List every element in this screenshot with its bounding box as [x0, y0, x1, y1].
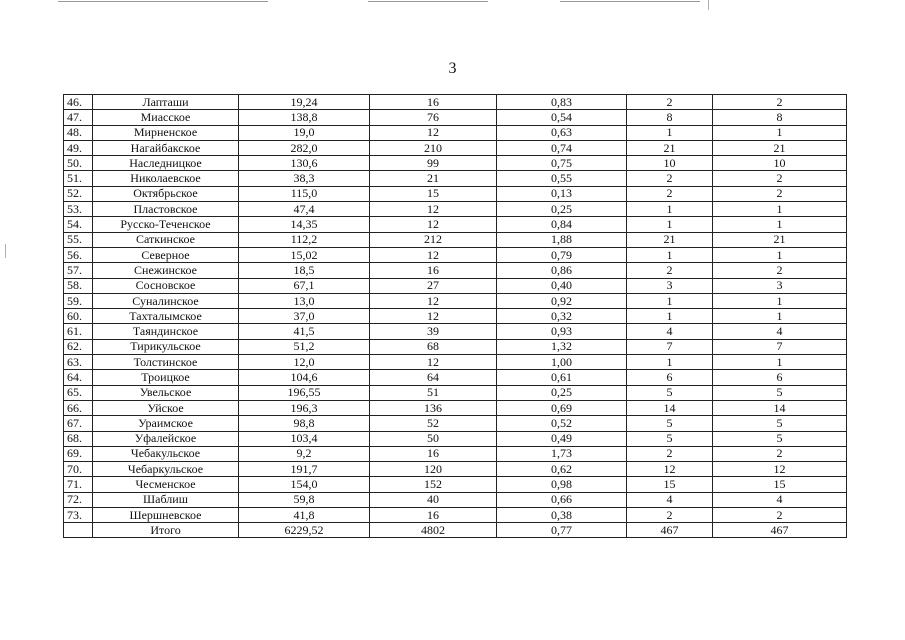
settlement-name-cell: Троицкое — [93, 370, 239, 385]
col-1-cell: 38,3 — [239, 171, 370, 186]
table-row — [64, 171, 847, 186]
row-number-cell: 68. — [64, 431, 93, 446]
col-4-cell: 2 — [627, 186, 713, 201]
col-2-cell: 12 — [370, 247, 497, 262]
col-3-cell: 1,00 — [497, 355, 627, 370]
row-number-cell: 54. — [64, 217, 93, 232]
row-number-cell: 56. — [64, 247, 93, 262]
table-row — [64, 462, 847, 477]
table-row — [64, 416, 847, 431]
settlement-name-cell: Снежинское — [93, 263, 239, 278]
row-number-cell: 71. — [64, 477, 93, 492]
col-5-cell: 2 — [713, 95, 847, 110]
row-number-cell: 49. — [64, 140, 93, 155]
row-number-cell: 64. — [64, 370, 93, 385]
scan-artifact-top-middle — [368, 1, 488, 2]
col-1-cell: 98,8 — [239, 416, 370, 431]
col-3-cell: 0,83 — [497, 95, 627, 110]
col-5-cell: 1 — [713, 293, 847, 308]
col-3-cell: 0,25 — [497, 202, 627, 217]
col-2-cell: 12 — [370, 293, 497, 308]
col-2-cell: 120 — [370, 462, 497, 477]
col-1-cell: 196,55 — [239, 385, 370, 400]
col-5-cell: 1 — [713, 202, 847, 217]
col-5-cell: 3 — [713, 278, 847, 293]
settlement-name-cell: Таяндинское — [93, 324, 239, 339]
col-2-cell: 64 — [370, 370, 497, 385]
table-row — [64, 140, 847, 155]
row-number-cell: 57. — [64, 263, 93, 278]
total-col-4: 467 — [627, 523, 713, 538]
table-row — [64, 278, 847, 293]
table-row — [64, 385, 847, 400]
col-5-cell: 5 — [713, 416, 847, 431]
col-4-cell: 5 — [627, 431, 713, 446]
settlement-name-cell: Чесменское — [93, 477, 239, 492]
col-3-cell: 0,54 — [497, 110, 627, 125]
col-4-cell: 10 — [627, 156, 713, 171]
col-4-cell: 2 — [627, 263, 713, 278]
settlement-name-cell: Тахталымское — [93, 309, 239, 324]
settlement-name-cell: Увельское — [93, 385, 239, 400]
settlement-name-cell: Северное — [93, 247, 239, 262]
row-number-cell: 62. — [64, 339, 93, 354]
col-5-cell: 2 — [713, 446, 847, 461]
table-row — [64, 125, 847, 140]
settlement-name-cell: Чебакульское — [93, 446, 239, 461]
col-5-cell: 4 — [713, 492, 847, 507]
settlement-name-cell: Мирненское — [93, 125, 239, 140]
table-row — [64, 202, 847, 217]
col-4-cell: 3 — [627, 278, 713, 293]
row-number-cell: 50. — [64, 156, 93, 171]
col-4-cell: 2 — [627, 171, 713, 186]
col-5-cell: 8 — [713, 110, 847, 125]
settlement-name-cell: Саткинское — [93, 232, 239, 247]
col-3-cell: 0,79 — [497, 247, 627, 262]
col-3-cell: 0,40 — [497, 278, 627, 293]
col-4-cell: 4 — [627, 492, 713, 507]
col-2-cell: 27 — [370, 278, 497, 293]
col-4-cell: 1 — [627, 355, 713, 370]
col-4-cell: 21 — [627, 232, 713, 247]
col-3-cell: 0,62 — [497, 462, 627, 477]
col-3-cell: 0,66 — [497, 492, 627, 507]
col-4-cell: 5 — [627, 416, 713, 431]
col-1-cell: 154,0 — [239, 477, 370, 492]
row-number-cell: 72. — [64, 492, 93, 507]
col-5-cell: 1 — [713, 309, 847, 324]
settlement-name-cell: Уйское — [93, 400, 239, 415]
row-number-cell: 69. — [64, 446, 93, 461]
col-2-cell: 51 — [370, 385, 497, 400]
col-1-cell: 9,2 — [239, 446, 370, 461]
col-1-cell: 15,02 — [239, 247, 370, 262]
row-number-cell: 67. — [64, 416, 93, 431]
col-5-cell: 14 — [713, 400, 847, 415]
col-4-cell: 12 — [627, 462, 713, 477]
col-1-cell: 115,0 — [239, 186, 370, 201]
col-5-cell: 12 — [713, 462, 847, 477]
settlement-name-cell: Октябрьское — [93, 186, 239, 201]
col-4-cell: 2 — [627, 508, 713, 523]
col-2-cell: 39 — [370, 324, 497, 339]
col-4-cell: 2 — [627, 95, 713, 110]
scan-artifact-top-left — [58, 1, 268, 2]
row-number-cell: 48. — [64, 125, 93, 140]
col-1-cell: 138,8 — [239, 110, 370, 125]
col-5-cell: 7 — [713, 339, 847, 354]
row-number-cell: 52. — [64, 186, 93, 201]
page-number: 3 — [448, 60, 457, 77]
col-4-cell: 15 — [627, 477, 713, 492]
col-2-cell: 12 — [370, 202, 497, 217]
col-3-cell: 0,52 — [497, 416, 627, 431]
row-number-cell: 51. — [64, 171, 93, 186]
col-1-cell: 196,3 — [239, 400, 370, 415]
settlement-name-cell: Лапташи — [93, 95, 239, 110]
col-2-cell: 16 — [370, 446, 497, 461]
table-row — [64, 355, 847, 370]
col-1-cell: 18,5 — [239, 263, 370, 278]
col-4-cell: 5 — [627, 385, 713, 400]
col-3-cell: 1,32 — [497, 339, 627, 354]
settlement-name-cell: Сосновское — [93, 278, 239, 293]
col-5-cell: 1 — [713, 355, 847, 370]
col-3-cell: 0,63 — [497, 125, 627, 140]
settlement-name-cell: Ураимское — [93, 416, 239, 431]
col-3-cell: 0,75 — [497, 156, 627, 171]
scan-artifact-top-right — [560, 1, 700, 2]
col-3-cell: 0,98 — [497, 477, 627, 492]
col-5-cell: 1 — [713, 217, 847, 232]
row-number-cell: 46. — [64, 95, 93, 110]
table-row — [64, 492, 847, 507]
table-row — [64, 232, 847, 247]
table-row — [64, 217, 847, 232]
table-row — [64, 156, 847, 171]
col-2-cell: 12 — [370, 355, 497, 370]
col-2-cell: 210 — [370, 140, 497, 155]
col-1-cell: 13,0 — [239, 293, 370, 308]
total-row — [64, 523, 847, 538]
col-3-cell: 0,93 — [497, 324, 627, 339]
col-2-cell: 212 — [370, 232, 497, 247]
table-body — [64, 95, 847, 538]
row-number-cell: 53. — [64, 202, 93, 217]
row-number-cell: 58. — [64, 278, 93, 293]
row-number-cell: 65. — [64, 385, 93, 400]
col-2-cell: 52 — [370, 416, 497, 431]
row-number-cell: 70. — [64, 462, 93, 477]
table-row — [64, 339, 847, 354]
total-col-3: 0,77 — [497, 523, 627, 538]
col-1-cell: 282,0 — [239, 140, 370, 155]
col-3-cell: 0,13 — [497, 186, 627, 201]
col-2-cell: 15 — [370, 186, 497, 201]
table-row — [64, 110, 847, 125]
scan-artifact-left-edge — [5, 244, 6, 258]
col-2-cell: 99 — [370, 156, 497, 171]
col-1-cell: 19,24 — [239, 95, 370, 110]
settlement-name-cell: Шаблиш — [93, 492, 239, 507]
total-num-cell — [64, 523, 93, 538]
settlement-name-cell: Русско-Теченское — [93, 217, 239, 232]
settlement-name-cell: Николаевское — [93, 171, 239, 186]
col-5-cell: 2 — [713, 171, 847, 186]
table-row — [64, 263, 847, 278]
table-row — [64, 431, 847, 446]
col-2-cell: 76 — [370, 110, 497, 125]
col-4-cell: 1 — [627, 125, 713, 140]
col-2-cell: 136 — [370, 400, 497, 415]
settlement-name-cell: Наследницкое — [93, 156, 239, 171]
col-3-cell: 0,38 — [497, 508, 627, 523]
col-2-cell: 68 — [370, 339, 497, 354]
col-5-cell: 2 — [713, 263, 847, 278]
col-2-cell: 50 — [370, 431, 497, 446]
row-number-cell: 60. — [64, 309, 93, 324]
settlement-name-cell: Суналинское — [93, 293, 239, 308]
row-number-cell: 73. — [64, 508, 93, 523]
row-number-cell: 63. — [64, 355, 93, 370]
table-row — [64, 293, 847, 308]
col-4-cell: 7 — [627, 339, 713, 354]
data-table — [63, 94, 847, 538]
settlement-name-cell: Толстинское — [93, 355, 239, 370]
table-row — [64, 247, 847, 262]
col-4-cell: 21 — [627, 140, 713, 155]
row-number-cell: 66. — [64, 400, 93, 415]
col-1-cell: 19,0 — [239, 125, 370, 140]
table-row — [64, 324, 847, 339]
row-number-cell: 47. — [64, 110, 93, 125]
col-5-cell: 2 — [713, 186, 847, 201]
col-3-cell: 0,69 — [497, 400, 627, 415]
col-3-cell: 0,25 — [497, 385, 627, 400]
col-1-cell: 67,1 — [239, 278, 370, 293]
col-2-cell: 16 — [370, 95, 497, 110]
col-3-cell: 0,32 — [497, 309, 627, 324]
table-row — [64, 477, 847, 492]
col-3-cell: 1,73 — [497, 446, 627, 461]
col-1-cell: 12,0 — [239, 355, 370, 370]
col-1-cell: 191,7 — [239, 462, 370, 477]
table-row — [64, 446, 847, 461]
col-4-cell: 1 — [627, 202, 713, 217]
table-row — [64, 370, 847, 385]
col-1-cell: 130,6 — [239, 156, 370, 171]
scan-artifact-top-tick — [708, 0, 709, 10]
col-4-cell: 2 — [627, 446, 713, 461]
col-2-cell: 21 — [370, 171, 497, 186]
col-5-cell: 6 — [713, 370, 847, 385]
col-4-cell: 1 — [627, 293, 713, 308]
col-1-cell: 112,2 — [239, 232, 370, 247]
col-5-cell: 1 — [713, 125, 847, 140]
col-1-cell: 103,4 — [239, 431, 370, 446]
col-1-cell: 51,2 — [239, 339, 370, 354]
col-1-cell: 14,35 — [239, 217, 370, 232]
settlement-name-cell: Пластовское — [93, 202, 239, 217]
row-number-cell: 59. — [64, 293, 93, 308]
col-4-cell: 1 — [627, 247, 713, 262]
table-row — [64, 508, 847, 523]
settlement-name-cell: Шершневское — [93, 508, 239, 523]
col-5-cell: 21 — [713, 232, 847, 247]
col-3-cell: 0,74 — [497, 140, 627, 155]
settlement-name-cell: Уфалейское — [93, 431, 239, 446]
col-3-cell: 0,92 — [497, 293, 627, 308]
table-row — [64, 95, 847, 110]
col-4-cell: 8 — [627, 110, 713, 125]
col-2-cell: 152 — [370, 477, 497, 492]
col-2-cell: 16 — [370, 263, 497, 278]
col-2-cell: 16 — [370, 508, 497, 523]
col-1-cell: 59,8 — [239, 492, 370, 507]
settlement-name-cell: Миасское — [93, 110, 239, 125]
col-3-cell: 0,84 — [497, 217, 627, 232]
table-row — [64, 400, 847, 415]
col-3-cell: 0,61 — [497, 370, 627, 385]
settlement-name-cell: Нагайбакское — [93, 140, 239, 155]
settlement-name-cell: Тирикульское — [93, 339, 239, 354]
col-5-cell: 2 — [713, 508, 847, 523]
col-5-cell: 4 — [713, 324, 847, 339]
col-5-cell: 5 — [713, 385, 847, 400]
col-3-cell: 0,86 — [497, 263, 627, 278]
col-2-cell: 40 — [370, 492, 497, 507]
col-4-cell: 1 — [627, 309, 713, 324]
settlement-name-cell: Чебаркульское — [93, 462, 239, 477]
row-number-cell: 55. — [64, 232, 93, 247]
col-1-cell: 41,5 — [239, 324, 370, 339]
col-5-cell: 21 — [713, 140, 847, 155]
col-5-cell: 5 — [713, 431, 847, 446]
col-3-cell: 1,88 — [497, 232, 627, 247]
total-col-1: 6229,52 — [239, 523, 370, 538]
col-2-cell: 12 — [370, 217, 497, 232]
col-5-cell: 15 — [713, 477, 847, 492]
col-4-cell: 6 — [627, 370, 713, 385]
col-1-cell: 37,0 — [239, 309, 370, 324]
col-4-cell: 1 — [627, 217, 713, 232]
table-row — [64, 309, 847, 324]
col-1-cell: 41,8 — [239, 508, 370, 523]
col-1-cell: 47,4 — [239, 202, 370, 217]
row-number-cell: 61. — [64, 324, 93, 339]
total-label: Итого — [93, 523, 239, 538]
col-1-cell: 104,6 — [239, 370, 370, 385]
col-3-cell: 0,55 — [497, 171, 627, 186]
col-3-cell: 0,49 — [497, 431, 627, 446]
col-2-cell: 12 — [370, 125, 497, 140]
table-row — [64, 186, 847, 201]
total-col-2: 4802 — [370, 523, 497, 538]
col-4-cell: 4 — [627, 324, 713, 339]
total-col-5: 467 — [713, 523, 847, 538]
col-5-cell: 10 — [713, 156, 847, 171]
col-2-cell: 12 — [370, 309, 497, 324]
col-5-cell: 1 — [713, 247, 847, 262]
col-4-cell: 14 — [627, 400, 713, 415]
